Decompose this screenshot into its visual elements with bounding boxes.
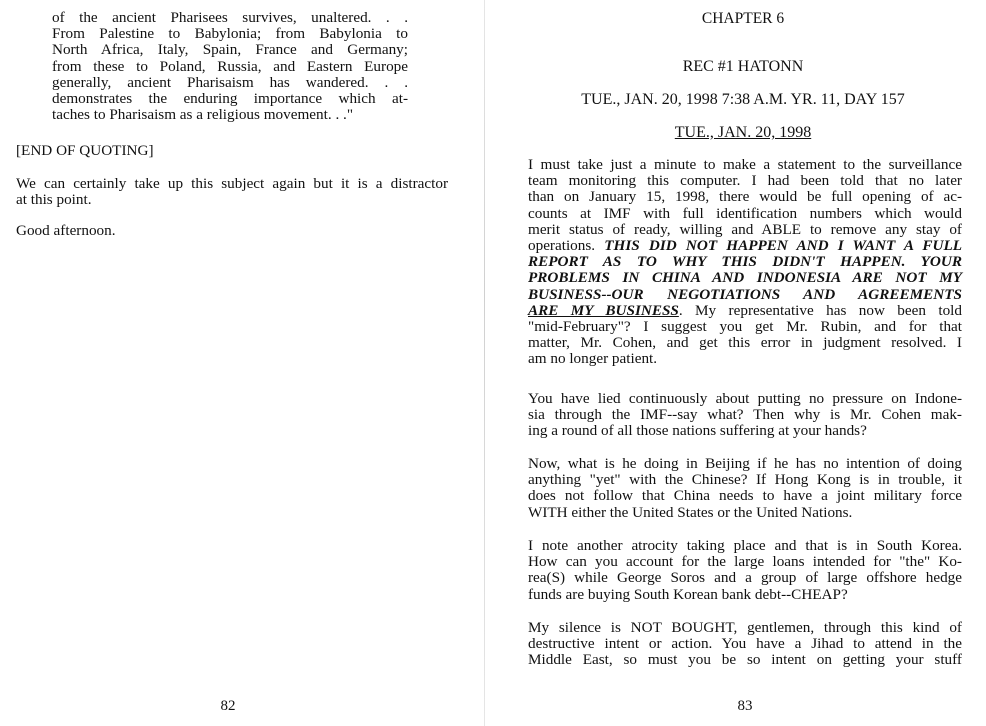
page-number-left: 82: [220, 698, 236, 714]
quote-line: taches to Pharisaism as a religious movement. . .": [52, 106, 354, 124]
text-line: team monitoring this computer. I had been told that no later: [528, 172, 962, 190]
text-line: I note another atrocity taking place and that is in South Korea.: [528, 537, 962, 554]
text-line: You have lied continuously about putting no pressure on Indone-: [528, 390, 962, 407]
text-line: rea(S) while George Soros and a group of large offshore hedge: [528, 569, 962, 587]
emphasis-line: PROBLEMS IN CHINA AND INDONESIA ARE NOT MY: [528, 269, 962, 287]
text-line: My silence is NOT BOUGHT, gentlemen, through this kind of: [528, 619, 962, 636]
paragraph-korea: [528, 538, 962, 603]
text-line: does not follow that China needs to have a joint military force: [528, 487, 962, 505]
text-line: funds are buying South Korean bank debt--CHEAP?: [528, 585, 848, 603]
text-line: merit status of ready, willing and ABLE to remove any stay of: [528, 220, 962, 238]
text-line: destructive intent or action. You have a Jihad to attend in the: [528, 635, 962, 653]
paragraph-silence: [528, 620, 962, 669]
dateline: TUE., JAN. 20, 1998 7:38 A.M. YR. 11, DAY 157: [581, 91, 905, 108]
paragraph-surveillance: [528, 157, 962, 368]
text-line: I must take just a minute to make a statement to the surveillance: [528, 156, 962, 173]
text-line: "mid-February"? I suggest you get Mr. Rubin, and for that: [528, 318, 962, 336]
quote-line: From Palestine to Babylonia; from Babylonia to: [52, 25, 408, 43]
text-line: ARE MY BUSINESS. My representative has now been told: [528, 301, 962, 319]
text-line: We can certainly take up this subject again but it is a distractor: [16, 175, 448, 192]
text-line: anything "yet" with the Chinese? If Hong Kong is in trouble, it: [528, 471, 962, 489]
quote-line: generally, ancient Pharisaism has wandered. . .: [52, 73, 408, 91]
rec-heading: REC #1 HATONN: [682, 58, 804, 75]
text-line: at this point.: [16, 191, 92, 209]
right-page: [500, 0, 986, 726]
chapter-heading: CHAPTER 6: [701, 10, 785, 27]
quote-line: from these to Poland, Russia, and Eastern Europe: [52, 57, 408, 75]
quote-line: demonstrates the enduring importance which at-: [52, 90, 408, 108]
closing-line: Good afternoon.: [16, 222, 116, 239]
paragraph-distractor: [16, 176, 448, 208]
text-line: counts at IMF with full identification numbers which would: [528, 204, 962, 222]
text-line: Now, what is he doing in Beijing if he has no intention of doing: [528, 455, 962, 472]
quote-line: North Africa, Italy, Spain, France and Germany;: [52, 41, 408, 59]
left-page: [0, 0, 480, 726]
page-number-right: 83: [737, 698, 753, 714]
text-line: Middle East, so must you be so intent on getting your stuff: [528, 651, 962, 669]
page-gutter: [484, 0, 485, 726]
text-line: How can you account for the large loans intended for "the" Ko-: [528, 553, 962, 571]
paragraph-beijing: [528, 456, 962, 521]
text-line: WITH either the United States or the United Nations.: [528, 503, 853, 521]
quote-line: of the ancient Pharisees survives, unaltered. . .: [52, 9, 408, 26]
text-line: sia through the IMF--say what? Then why is Mr. Cohen mak-: [528, 406, 962, 424]
paragraph-indonesia: [528, 391, 962, 440]
text-line: ing a round of all those nations suffering at your hands?: [528, 422, 867, 440]
text-line: than on January 15, 1998, there would be full opening of ac-: [528, 188, 962, 206]
text-line: matter, Mr. Cohen, and get this error in judgment resolved. I: [528, 334, 962, 352]
text-line: operations. THIS DID NOT HAPPEN AND I WANT A FULL: [528, 237, 963, 255]
emphasis-line: REPORT AS TO WHY THIS DIDN'T HAPPEN. YOUR: [528, 253, 962, 271]
emphasis-text: THIS DID NOT HAPPEN AND I WANT A FULL: [604, 237, 963, 255]
end-quote-marker: [END OF QUOTING]: [16, 142, 154, 159]
date-underlined: TUE., JAN. 20, 1998: [674, 124, 812, 141]
text-line: am no longer patient.: [528, 350, 658, 368]
emphasis-underlined: ARE MY BUSINESS: [528, 301, 679, 319]
quote-block: [52, 10, 408, 123]
emphasis-line: BUSINESS--OUR NEGOTIATIONS AND AGREEMENTS: [528, 285, 962, 303]
